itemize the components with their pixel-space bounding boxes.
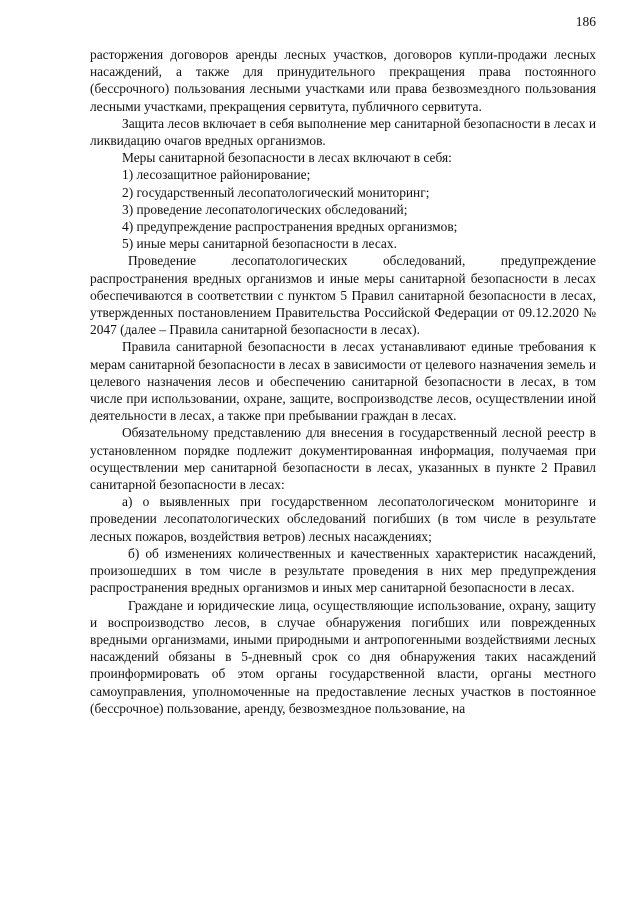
list-item: 3) проведение лесопатологических обследований; [122, 201, 408, 217]
document-body [90, 46, 596, 717]
paragraph-citizens-duties: Граждане и юридические лица, осуществляющие использование, охрану, защиту и воспроизводство лесов, в случае обнаружения погибших или поврежденных вредными организмами, иными природными и антропогенными воздействиями лесных насаждений обязаны в 5-дневный срок со дня обнаружения таких насаждений проинформировать об этом органы государственной власти, органы местного самоуправления, уполномоченные на предоставление лесных участков в постоянное (бессрочное) пользование, аренду, безвозмездное пользование, на [90, 597, 596, 716]
paragraph-item-a: а) о выявленных при государственном лесопатологическом мониторинге и проведении лесопатологических обследований погибших (в том числе в результате лесных пожаров, воздействия ветров) лесных насаждениях; [90, 494, 596, 544]
list-item: 1) лесозащитное районирование; [122, 167, 311, 183]
paragraph-measures-intro: Меры санитарной безопасности в лесах включают в себя: [122, 150, 452, 166]
page-number: 186 [575, 14, 596, 29]
paragraph-forest-register: Обязательному представлению для внесения в государственный лесной реестр в установленном порядке подлежит документированная информация, получаемая при осуществлении мер санитарной безопасности в лесах, указанных в пункте 2 Правил санитарной безопасности в лесах: [90, 425, 596, 493]
list-item: 2) государственный лесопатологический мониторинг; [122, 184, 430, 200]
list-item: 4) предупреждение распространения вредных организмов; [122, 219, 458, 235]
paragraph-sanitary-rules: Правила санитарной безопасности в лесах устанавливают единые требования к мерам санитарной безопасности в лесах в зависимости от целевого назначения земель и целевого назначения лесов и обеспечению санитарной безопасности в лесах, в том числе при использовании, охране, защите, воспроизводстве лесов, осуществлении иной деятельности в лесах, а также при пребывании граждан в лесах. [90, 339, 596, 424]
list-item: 5) иные меры санитарной безопасности в лесах. [122, 236, 397, 252]
paragraph-item-b: б) об изменениях количественных и качественных характеристик насаждений, произошедших в том числе в результате проведения в них мер предупреждения распространения вредных организмов и иных мер санитарной безопасности в лесах. [90, 545, 596, 596]
paragraph-continuation: расторжения договоров аренды лесных участков, договоров купли-продажи лесных насаждений, а также для принудительного прекращения права постоянного (бессрочного) пользования лесными участками или права безвозмездного пользования лесными участками, прекращения сервитута, публичного сервитута. [90, 47, 596, 114]
paragraph-forest-protection: Защита лесов включает в себя выполнение мер санитарной безопасности в лесах и ликвидацию очагов вредных организмов. [90, 115, 596, 149]
paragraph-surveys: Проведение лесопатологических обследований, предупреждение распространения вредных организмов и иные меры санитарной безопасности в лесах обеспечиваются в соответствии с пунктом 5 Правил санитарной безопасности в лесах, утвержденных постановлением Правительства Российской Федерации от 09.12.2020 № 2047 (далее – Правила санитарной безопасности в лесах). [90, 253, 596, 338]
